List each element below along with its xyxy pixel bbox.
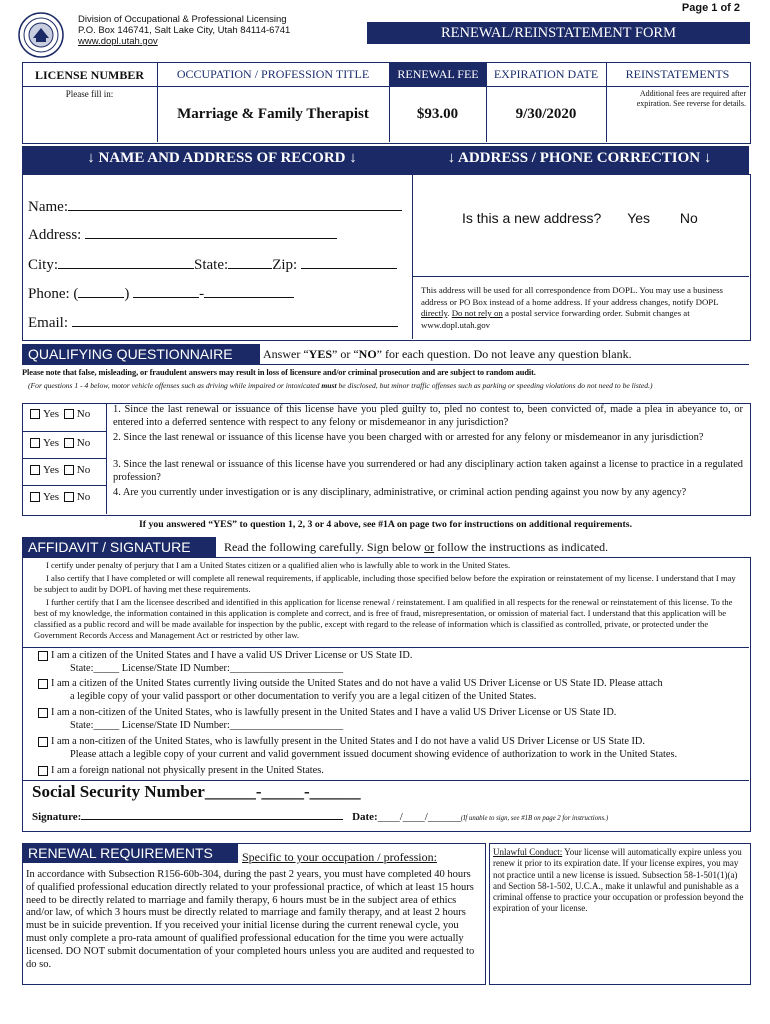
expiration-value: 9/30/2020 xyxy=(515,106,577,122)
q1-no-checkbox[interactable] xyxy=(64,409,74,419)
qi-post: ” for each question. Do not leave any question blank. xyxy=(376,347,632,361)
col-expiration: EXPIRATION DATE xyxy=(493,67,599,81)
qi-yes: YES xyxy=(308,347,332,361)
phone-line-field[interactable] xyxy=(204,283,294,298)
page-label: Page 1 of 2 xyxy=(681,2,740,14)
q3-no-checkbox[interactable] xyxy=(64,465,74,475)
division-website[interactable]: www.dopl.utah.gov xyxy=(78,36,158,47)
option-5-checkbox[interactable] xyxy=(38,766,48,776)
ai-pre: Read the following carefully. Sign below xyxy=(224,540,425,554)
occupation-value: Marriage & Family Therapist xyxy=(177,106,369,122)
q2-yes-checkbox[interactable] xyxy=(30,438,40,448)
renewal-title xyxy=(22,843,238,863)
correction-note-directly: directly xyxy=(421,308,448,318)
q3-yes-checkbox[interactable] xyxy=(30,465,40,475)
q1-no-label: No xyxy=(76,408,91,420)
reinstatement-note: Additional fees are required after expiration. See reverse for details. xyxy=(636,89,746,108)
new-address-no[interactable]: No xyxy=(679,210,698,226)
option-2-checkbox[interactable] xyxy=(38,679,48,689)
phone-area-field[interactable] xyxy=(78,283,124,298)
name-field[interactable] xyxy=(68,196,402,211)
zip-field[interactable] xyxy=(301,254,397,269)
option-1-checkbox[interactable] xyxy=(38,651,48,661)
questionnaire-title-text: QUALIFYING QUESTIONNAIRE xyxy=(28,346,233,362)
option-1-line2: State:_____ License/State ID Number:______________________ xyxy=(70,662,344,674)
option-3-checkbox[interactable] xyxy=(38,708,48,718)
affidavit-option-3 xyxy=(51,707,746,732)
ai-post: follow the instructions as indicated. xyxy=(434,540,609,554)
questionnaire-note xyxy=(28,381,746,391)
col-reinstatements: REINSTATEMENTS xyxy=(625,67,730,81)
correction-note-part2: . xyxy=(447,308,452,318)
option-2-line1: I am a citizen of the United States currently living outside the United States and do not have a valid US Driver License or US State ID. Please attach xyxy=(51,678,663,689)
date-label: Date: xyxy=(352,811,378,823)
email-label: Email: xyxy=(28,315,68,331)
option-4-line1: I am a non-citizen of the United States, who is lawfully present in the United States and I do not have a valid US Driver License or US State ID. xyxy=(51,736,645,747)
renewal-title-text: RENEWAL REQUIREMENTS xyxy=(28,845,213,861)
q3-yes-label: Yes xyxy=(43,464,60,476)
new-address-question xyxy=(462,210,698,226)
affidavit-option-5 xyxy=(51,765,746,778)
date-field[interactable]: ____/____/______ xyxy=(377,811,461,823)
q4-yes-label: Yes xyxy=(43,491,60,503)
option-4-checkbox[interactable] xyxy=(38,737,48,747)
col-occupation: OCCUPATION / PROFESSION TITLE xyxy=(176,67,370,81)
q1-yes-label: Yes xyxy=(43,408,60,420)
correction-note-part1: This address will be used for all correspondence from DOPL. You may use a business address or PO Box instead of a home address. If your address changes, notify DOPL xyxy=(421,285,723,307)
questionnaire-followup: If you answered “YES” to question 1, 2, 3 or 4 above, see #1A on page two for instructions on additional requirements. xyxy=(138,519,633,530)
option-5-line1: I am a foreign national not physically present in the United States. xyxy=(51,765,324,776)
unlawful-body: Your license will automatically expire unless you renew it prior to its expiration date. If your license expires, you may not practice until a new license is issued. Subsection 58-1-501(1)(a) and Section 58-1-502, U.C.A., make it unlawful and punishable as a criminal offense to practice your occupation or profession beyond the expiration of your license. xyxy=(493,847,744,914)
name-row xyxy=(28,196,402,216)
option-3-line1: I am a non-citizen of the United States, who is lawfully present in the United States and I have a valid US Driver License or US State ID. xyxy=(51,707,617,718)
question-1-text: 1. Since the last renewal or issuance of this license have you pled guilty to, pled no contest to, been convicted of, made a plea in abeyance to, or entered into a deferred sentence with respect to any felony or misdemeanor in any jurisdiction? xyxy=(113,404,743,428)
new-address-question-text: Is this a new address? xyxy=(462,210,602,226)
question-4-text: 4. Are you currently under investigation or is any disciplinary, administrative, or criminal action pending against you now by any agency? xyxy=(113,487,687,498)
ai-or: or xyxy=(424,540,435,554)
city-row xyxy=(28,254,397,274)
questionnaire-title xyxy=(22,344,260,364)
qn-post: be disclosed, but minor traffic offenses such as parking or speeding violations do not need to be listed.) xyxy=(336,381,653,390)
division-name: Division of Occupational & Professional Licensing xyxy=(78,14,287,25)
fee-value: $93.00 xyxy=(416,106,459,122)
signature-label: Signature: xyxy=(32,811,82,823)
affidavit-instruction xyxy=(224,540,608,555)
unable-to-sign-note: (If unable to sign, see #1B on page 2 for instructions.) xyxy=(460,815,609,822)
q3-no-label: No xyxy=(76,464,91,476)
city-field[interactable] xyxy=(58,254,194,269)
unlawful-label: Unlawful Conduct: xyxy=(493,847,563,857)
affidavit-para1: I certify under penalty of perjury that I am a United States citizen or a qualified alien who is lawfully able to work in the United States. xyxy=(46,560,511,570)
record-bar-right: ↓ ADDRESS / PHONE CORRECTION ↓ xyxy=(447,150,712,166)
license-number-field[interactable] xyxy=(30,100,150,136)
question-2-answers xyxy=(30,437,90,449)
question-3-answers xyxy=(30,464,90,476)
phone-dash: - xyxy=(199,286,205,302)
form-title-text: RENEWAL/REINSTATEMENT FORM xyxy=(440,25,676,41)
correction-fields[interactable] xyxy=(418,236,744,276)
q2-yes-label: Yes xyxy=(43,437,60,449)
phone-label: Phone: ( xyxy=(28,286,79,302)
questionnaire-instruction xyxy=(263,347,632,362)
option-3-line2: State:_____ License/State ID Number:______________________ xyxy=(70,719,344,731)
phone-prefix-field[interactable] xyxy=(133,283,199,298)
question-1-answers xyxy=(30,408,90,420)
state-label: State: xyxy=(194,257,229,273)
affidavit-option-4 xyxy=(51,736,748,761)
record-bar-left: ↓ NAME AND ADDRESS OF RECORD ↓ xyxy=(87,150,357,166)
ssn-row xyxy=(32,782,361,802)
q4-no-label: No xyxy=(76,491,91,503)
qi-mid: ” or “ xyxy=(332,347,359,361)
email-row xyxy=(28,312,398,332)
qi-pre: Answer “ xyxy=(263,347,309,361)
ssn-field[interactable]: ______-_____-______ xyxy=(204,782,361,801)
affidavit-para3: I further certify that I am the licensee described and identified in this application for license renewal / reinstatement. I am qualified in all respects for the renewal or reinstatement of this license. To the best of my knowledge, the information contained in this application is complete and correct, and is free of fraud, misrepresentation, or omission of material fact. I understand that this application will be classified as a public record and will be made available for inspection by the public, except with regard to the release of information which is classified as controlled, private, or protected under the Government Records Access and Management Act or restricted by other law. xyxy=(34,597,733,640)
option-4-line2: Please attach a legible copy of your current and valid government issued document showing evidence of authorization to work in the United States. xyxy=(70,748,678,760)
affidavit-option-2 xyxy=(51,678,748,703)
affidavit-option-1 xyxy=(51,650,746,675)
city-label: City: xyxy=(28,257,59,273)
affidavit-para2: I also certify that I have completed or will complete all renewal requirements, if applicable, including those specified below before the expiration or reinstatement of my license. I understand that I may be subject to audit by DOPL of having met these requirements. xyxy=(34,573,736,594)
affidavit-title-text: AFFIDAVIT / SIGNATURE xyxy=(28,539,191,555)
col-renewal-fee-text: RENEWAL FEE xyxy=(397,67,479,81)
q2-no-label: No xyxy=(76,437,91,449)
qn-pre: (For questions 1 - 4 below, motor vehicle offenses such as driving while impaired or intoxicated xyxy=(28,381,322,390)
option-1-line1: I am a citizen of the United States and I have a valid US Driver License or US State ID. xyxy=(51,650,413,661)
renewal-specific: Specific to your occupation / profession: xyxy=(242,850,437,864)
phone-row xyxy=(28,283,294,303)
name-label: Name: xyxy=(28,199,68,215)
form-title xyxy=(367,22,750,44)
q4-yes-checkbox[interactable] xyxy=(30,492,40,502)
utah-seal-logo xyxy=(18,12,64,58)
correction-note-donot: Do not rely on xyxy=(451,308,503,318)
signature-row xyxy=(32,809,608,823)
col-license-number: LICENSE NUMBER xyxy=(34,68,145,82)
ssn-label: Social Security Number xyxy=(32,782,205,801)
question-2-text: 2. Since the last renewal or issuance of this license have you been charged with or arrested for any felony or misdemeanor in any jurisdiction? xyxy=(113,432,704,443)
question-4-answers xyxy=(30,491,90,503)
correction-note xyxy=(421,285,743,331)
zip-label: Zip: xyxy=(272,257,298,273)
please-fill-in: Please fill in: xyxy=(65,89,114,99)
state-field[interactable] xyxy=(228,254,272,269)
phone-close-paren: ) xyxy=(124,286,130,302)
q1-yes-checkbox[interactable] xyxy=(30,409,40,419)
correction-note-part3: a postal service forwarding order. Submit changes at www.dopl.utah.gov xyxy=(421,308,690,330)
unlawful-text xyxy=(493,847,745,915)
renewal-body: In accordance with Subsection R156-60b-304, during the past 2 years, you must have completed 40 hours of qualified professional education directly related to your professional practice, of which at least 15 hours need to be directly related to marriage and family therapy, 6 hours must be in the subject area of ethics and/or law, of which 3 hours must be directly related to marriage and family therapy, and at least 2 hours must be in suicide prevention. If you received your initial license during the current renewal cycle, you must only complete a pro-rata amount of qualified professional education for the time you were actually licensed. DO NOT submit documentation of your completed hours unless you are audited and requested to do so. xyxy=(26,869,475,970)
questionnaire-warning: Please note that false, misleading, or fraudulent answers may result in loss of licensure and/or criminal prosecution and are subject to random audit. xyxy=(22,368,536,377)
option-2-line2: a legible copy of your valid passport or other documentation to verify you are a legal citizen of the United States. xyxy=(70,690,537,702)
qn-must: must xyxy=(321,381,337,390)
col-renewal-fee xyxy=(390,63,486,86)
q4-no-checkbox[interactable] xyxy=(64,492,74,502)
address-label: Address: xyxy=(28,227,82,243)
division-address: P.O. Box 146741, Salt Lake City, Utah 84114-6741 xyxy=(78,25,291,36)
question-3-text: 3. Since the last renewal or issuance of this license have you surrendered or had any disciplinary action taken against a license to practice in a regulated profession? xyxy=(113,459,743,483)
signature-field[interactable] xyxy=(81,809,343,820)
address-field[interactable] xyxy=(85,224,337,239)
email-field[interactable] xyxy=(72,312,398,327)
address-row xyxy=(28,224,337,244)
affidavit-title xyxy=(22,537,216,557)
q2-no-checkbox[interactable] xyxy=(64,438,74,448)
new-address-yes[interactable]: Yes xyxy=(627,210,651,226)
qi-no: NO xyxy=(358,347,377,361)
